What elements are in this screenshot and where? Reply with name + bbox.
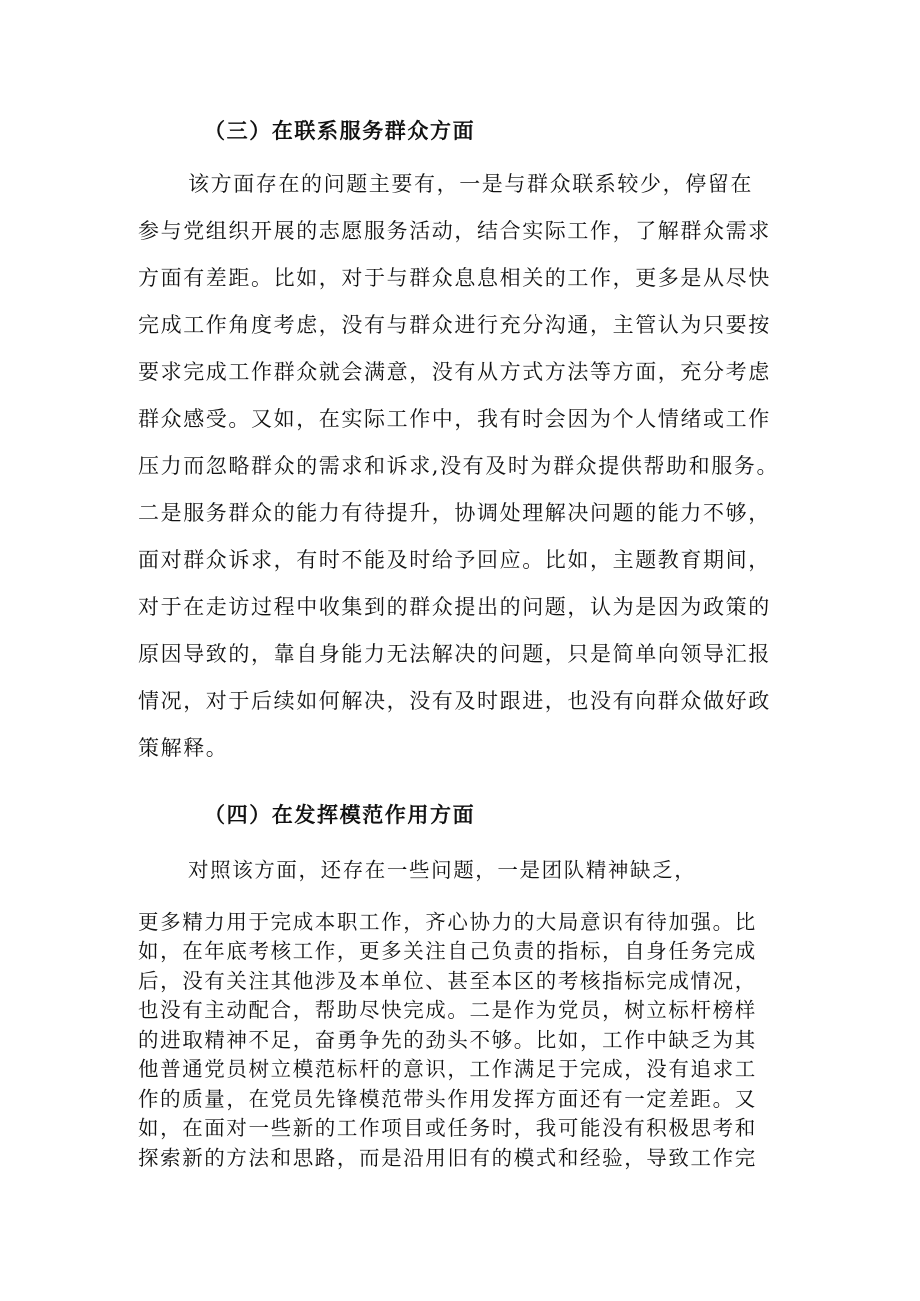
paragraph-line: 面对群众诉求，有时不能及时给予回应。比如，主题教育期间，: [138, 548, 771, 572]
paragraph-line: 探索新的方法和思路，而是沿用旧有的模式和经验，导致工作完: [138, 1146, 757, 1170]
section-heading-3: （三）在联系服务群众方面: [204, 118, 476, 143]
paragraph-line: 如，在年底考核工作，更多关注自己负责的指标，自身任务完成: [138, 939, 757, 963]
paragraph-line: 对照该方面，还存在一些问题，一是团队精神缺乏，: [188, 858, 697, 882]
paragraph-line: 群众感受。又如，在实际工作中，我有时会因为个人情绪或工作: [138, 407, 771, 431]
paragraph-line: 也没有主动配合，帮助尽快完成。二是作为党员，树立标杆榜样: [138, 998, 757, 1022]
section-heading-4: （四）在发挥模范作用方面: [204, 802, 476, 827]
paragraph-line: 对于在走访过程中收集到的群众提出的问题，认为是因为政策的: [138, 595, 771, 619]
paragraph-line: 情况，对于后续如何解决，没有及时跟进，也没有向群众做好政: [138, 689, 771, 713]
paragraph-line: 的进取精神不足，奋勇争先的劲头不够。比如，工作中缺乏为其: [138, 1028, 757, 1052]
paragraph-line: 更多精力用于完成本职工作，齐心协力的大局意识有待加强。比: [138, 910, 757, 934]
paragraph-line: 原因导致的，靠自身能力无法解决的问题，只是简单向领导汇报: [138, 642, 771, 666]
paragraph-line: 二是服务群众的能力有待提升，协调处理解决问题的能力不够，: [138, 501, 771, 525]
paragraph-line: 要求完成工作群众就会满意，没有从方式方法等方面，充分考虑: [138, 360, 771, 384]
paragraph-line: 该方面存在的问题主要有，一是与群众联系较少，停留在: [188, 172, 753, 196]
paragraph-line: 压力而忽略群众的需求和诉求,没有及时为群众提供帮助和服务。: [138, 454, 780, 478]
paragraph-line: 后，没有关注其他涉及本单位、甚至本区的考核指标完成情况，: [138, 969, 757, 993]
paragraph-line: 作的质量，在党员先锋模范带头作用发挥方面还有一定差距。又: [138, 1087, 757, 1111]
paragraph-line: 他普通党员树立模范标杆的意识，工作满足于完成，没有追求工: [138, 1057, 757, 1081]
paragraph-line: 策解释。: [138, 736, 229, 760]
paragraph-line: 参与党组织开展的志愿服务活动，结合实际工作，了解群众需求: [138, 219, 771, 243]
paragraph-line: 如，在面对一些新的工作项目或任务时，我可能没有积极思考和: [138, 1116, 757, 1140]
paragraph-line: 方面有差距。比如，对于与群众息息相关的工作，更多是从尽快: [138, 266, 771, 290]
paragraph-line: 完成工作角度考虑，没有与群众进行充分沟通，主管认为只要按: [138, 313, 771, 337]
